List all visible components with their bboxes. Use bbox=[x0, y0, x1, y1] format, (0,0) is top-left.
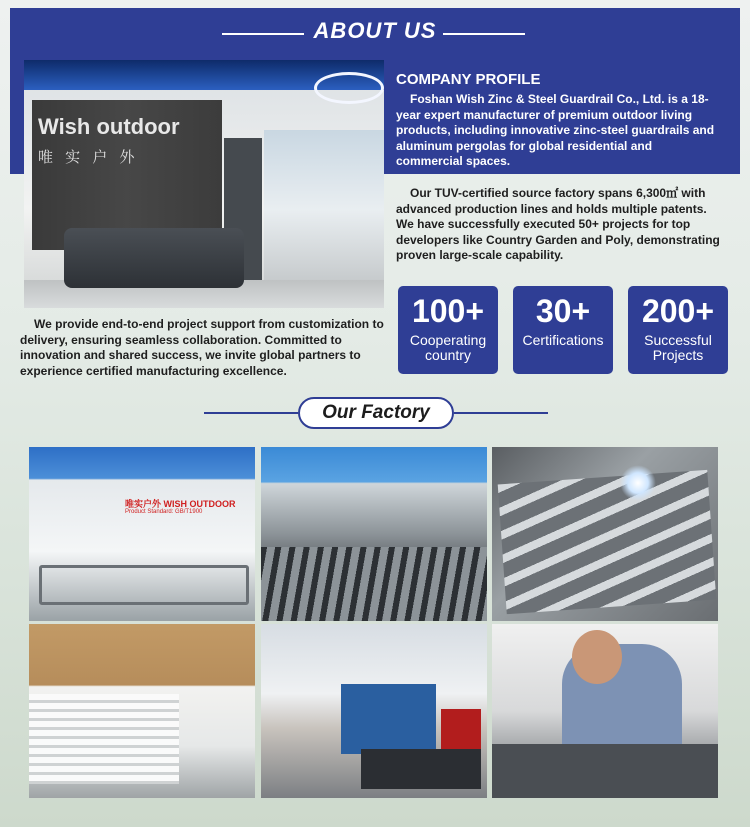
profile-paragraph-1: Foshan Wish Zinc & Steel Guardrail Co., Ltd. is a 18-year expert manufacturer of premium outdoor living products, including innovative zinc-steel guardrails and aluminum pergolas for global residential and commercial spaces. bbox=[396, 92, 715, 168]
factory-divider-right bbox=[454, 412, 548, 414]
factory-photo-welding bbox=[492, 447, 718, 621]
sofa bbox=[64, 228, 244, 288]
welding-spark bbox=[620, 465, 656, 501]
profile-paragraph-3: We provide end-to-end project support from customization to delivery, ensuring seamless collaboration. Committed to innovation and shared success, we invite global partners to experience certified manufacturing excellence. bbox=[20, 317, 384, 378]
pergola-display bbox=[264, 130, 384, 290]
factory-divider-left bbox=[204, 412, 298, 414]
aluminum-profiles bbox=[29, 694, 179, 784]
stat-number: 200+ bbox=[641, 293, 715, 329]
factory-section-title: Our Factory bbox=[298, 397, 454, 429]
steel-bars bbox=[498, 470, 717, 614]
factory-photo-worker bbox=[492, 624, 718, 798]
shipping-container bbox=[341, 684, 436, 754]
factory-photo-shipping bbox=[261, 624, 487, 798]
stat-label: Successful Projects bbox=[644, 332, 712, 363]
stat-number: 100+ bbox=[411, 293, 485, 329]
page-title: ABOUT US bbox=[313, 18, 437, 43]
showroom-photo bbox=[24, 60, 384, 308]
louver-rack bbox=[261, 547, 487, 621]
assembly-frame bbox=[39, 565, 249, 605]
truck-chassis bbox=[361, 749, 481, 789]
stat-card-projects bbox=[628, 286, 728, 374]
stat-card-countries bbox=[398, 286, 498, 374]
profile-paragraph-2: Our TUV-certified source factory spans 6,300㎡ with advanced production lines and holds multiple patents. We have successfully executed 50+ projects for top developers like Country Garden and Poly, demonstrating proven large-scale capability. bbox=[396, 186, 720, 262]
stat-number: 30+ bbox=[535, 293, 591, 329]
worker-head bbox=[572, 630, 622, 684]
factory-sign: 唯实户外 WISH OUTDOOR bbox=[125, 499, 236, 509]
factory-photo-warehouse bbox=[29, 624, 255, 798]
title-divider-right bbox=[443, 33, 525, 35]
factory-photo-assembly bbox=[261, 447, 487, 621]
factory-photo-workshop bbox=[29, 447, 255, 621]
stat-label: Certifications bbox=[522, 332, 604, 348]
wall-brand-cn: 唯 实 户 外 bbox=[38, 149, 139, 166]
factory-sign-sub: Product Standard: GB/T1900 bbox=[125, 509, 203, 515]
guardrail-panel bbox=[492, 744, 718, 798]
wall-brand-text: Wish outdoor bbox=[38, 114, 180, 139]
profile-heading: COMPANY PROFILE bbox=[396, 71, 541, 88]
stat-card-certifications bbox=[513, 286, 613, 374]
stat-label: Cooperating country bbox=[409, 332, 487, 363]
brand-logo-icon bbox=[314, 72, 384, 104]
